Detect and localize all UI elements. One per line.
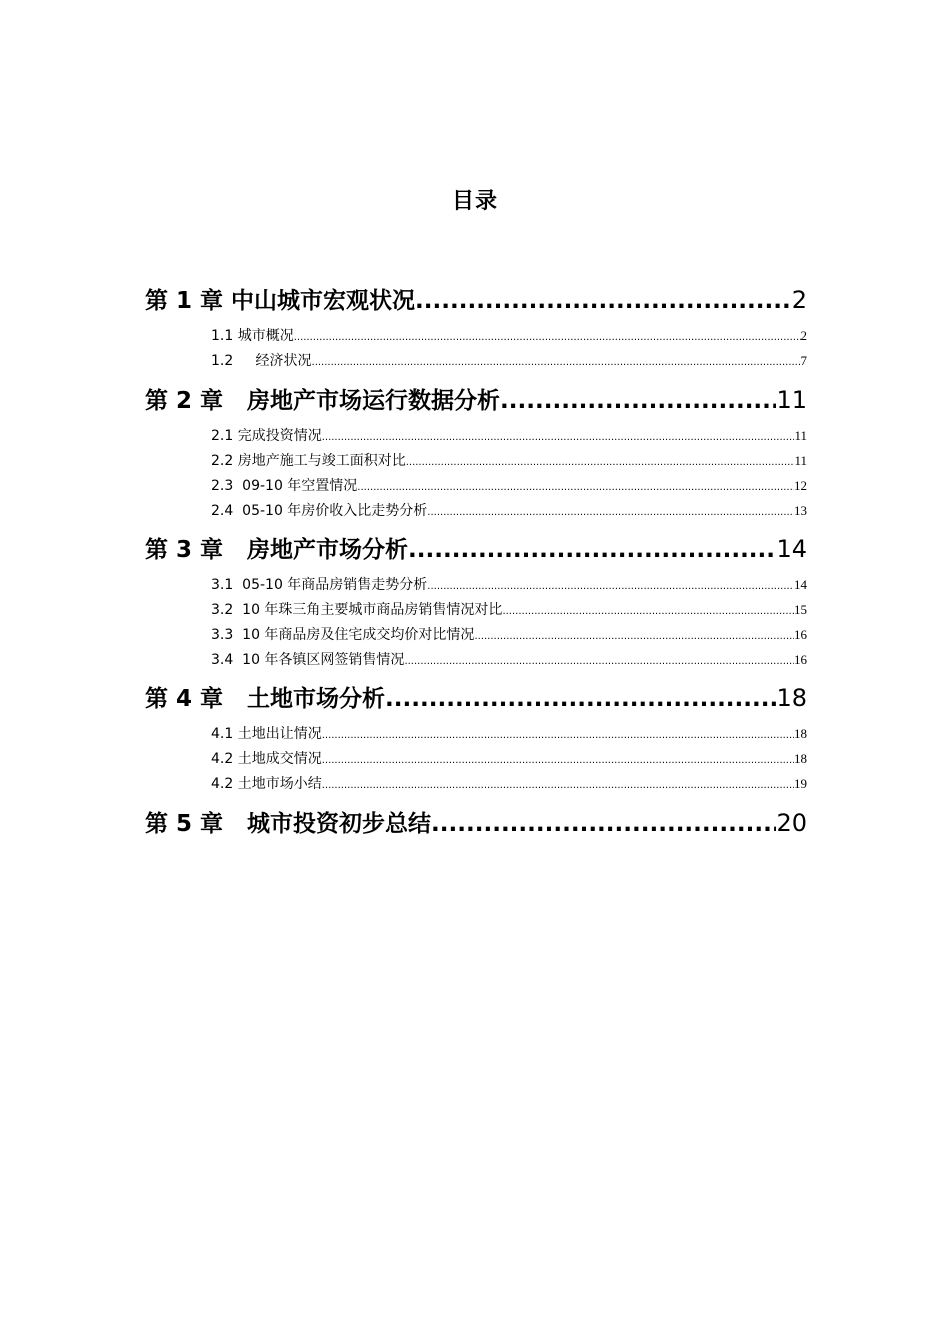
section-page-number: 14	[794, 577, 807, 592]
toc-chapter-5[interactable]	[145, 806, 807, 840]
toc-section-2-4[interactable]	[211, 501, 807, 521]
section-title: 1.2 经济状况	[211, 353, 312, 369]
section-page-number: 16	[794, 652, 807, 667]
toc-section-2-3[interactable]	[211, 476, 807, 496]
chapter-title: 第 3 章 房地产市场分析	[145, 537, 409, 563]
section-page-number: 13	[794, 503, 807, 518]
toc-section-1-2[interactable]	[211, 351, 807, 371]
dot-leader	[385, 682, 776, 715]
dot-leader	[502, 602, 794, 620]
dot-leader	[406, 453, 795, 471]
section-title: 4.1 土地出让情况	[211, 726, 322, 742]
chapter-page-number: 14	[776, 535, 807, 563]
dot-leader	[415, 284, 792, 317]
section-title: 2.2 房地产施工与竣工面积对比	[211, 453, 406, 469]
chapter-title: 第 1 章 中山城市宏观状况	[145, 288, 416, 314]
section-page-number: 16	[794, 627, 807, 642]
dot-leader	[431, 807, 776, 840]
dot-leader	[312, 353, 801, 371]
section-title: 3.3 10 年商品房及住宅成交均价对比情况	[211, 627, 475, 643]
dot-leader	[357, 478, 794, 496]
section-title: 3.1 05-10 年商品房销售走势分析	[211, 577, 428, 593]
chapter-page-number: 20	[776, 809, 807, 837]
section-page-number: 12	[794, 478, 807, 493]
section-page-number: 18	[794, 726, 807, 741]
section-page-number: 11	[794, 428, 807, 443]
toc-chapter-4[interactable]	[145, 681, 807, 715]
chapter-page-number: 2	[791, 286, 807, 314]
toc-section-2-2[interactable]	[211, 451, 807, 471]
section-page-number: 2	[800, 328, 807, 343]
section-title: 1.1 城市概况	[211, 328, 294, 344]
toc-chapter-3[interactable]	[145, 532, 807, 566]
toc-chapter-2[interactable]	[145, 383, 807, 417]
chapter-title: 第 5 章 城市投资初步总结	[145, 811, 432, 837]
section-title: 2.4 05-10 年房价收入比走势分析	[211, 503, 428, 519]
section-title: 3.4 10 年各镇区网签销售情况	[211, 652, 405, 668]
dot-leader	[427, 503, 794, 521]
section-page-number: 18	[794, 751, 807, 766]
chapter-page-number: 11	[776, 386, 807, 414]
toc-section-3-3[interactable]	[211, 625, 807, 645]
section-page-number: 7	[800, 353, 807, 368]
dot-leader	[500, 384, 776, 417]
section-title: 2.3 09-10 年空置情况	[211, 478, 358, 494]
section-title: 4.2 土地市场小结	[211, 776, 322, 792]
chapter-title: 第 4 章 土地市场分析	[145, 686, 386, 712]
section-page-number: 15	[794, 602, 807, 617]
dot-leader	[322, 776, 794, 794]
dot-leader	[474, 627, 794, 645]
toc-section-3-4[interactable]	[211, 650, 807, 670]
dot-leader	[322, 726, 794, 744]
toc-section-4-1[interactable]	[211, 724, 807, 744]
toc-chapter-1[interactable]	[145, 283, 807, 317]
section-page-number: 19	[794, 776, 807, 791]
toc-section-2-1[interactable]	[211, 426, 807, 446]
chapter-page-number: 18	[776, 684, 807, 712]
section-title: 4.2 土地成交情况	[211, 751, 322, 767]
toc-section-4-2[interactable]	[211, 749, 807, 769]
section-title: 2.1 完成投资情况	[211, 428, 322, 444]
toc-section-4-3[interactable]	[211, 774, 807, 794]
dot-leader	[322, 428, 795, 446]
dot-leader	[322, 751, 794, 769]
dot-leader	[408, 533, 776, 566]
toc-title: 目录	[451, 189, 498, 214]
toc-section-3-2[interactable]	[211, 600, 807, 620]
toc-section-1-1[interactable]	[211, 326, 807, 346]
section-title: 3.2 10 年珠三角主要城市商品房销售情况对比	[211, 602, 503, 618]
dot-leader	[294, 328, 801, 346]
dot-leader	[427, 577, 794, 595]
chapter-title: 第 2 章 房地产市场运行数据分析	[145, 388, 501, 414]
section-page-number: 11	[794, 453, 807, 468]
toc-section-3-1[interactable]	[211, 575, 807, 595]
dot-leader	[404, 652, 794, 670]
